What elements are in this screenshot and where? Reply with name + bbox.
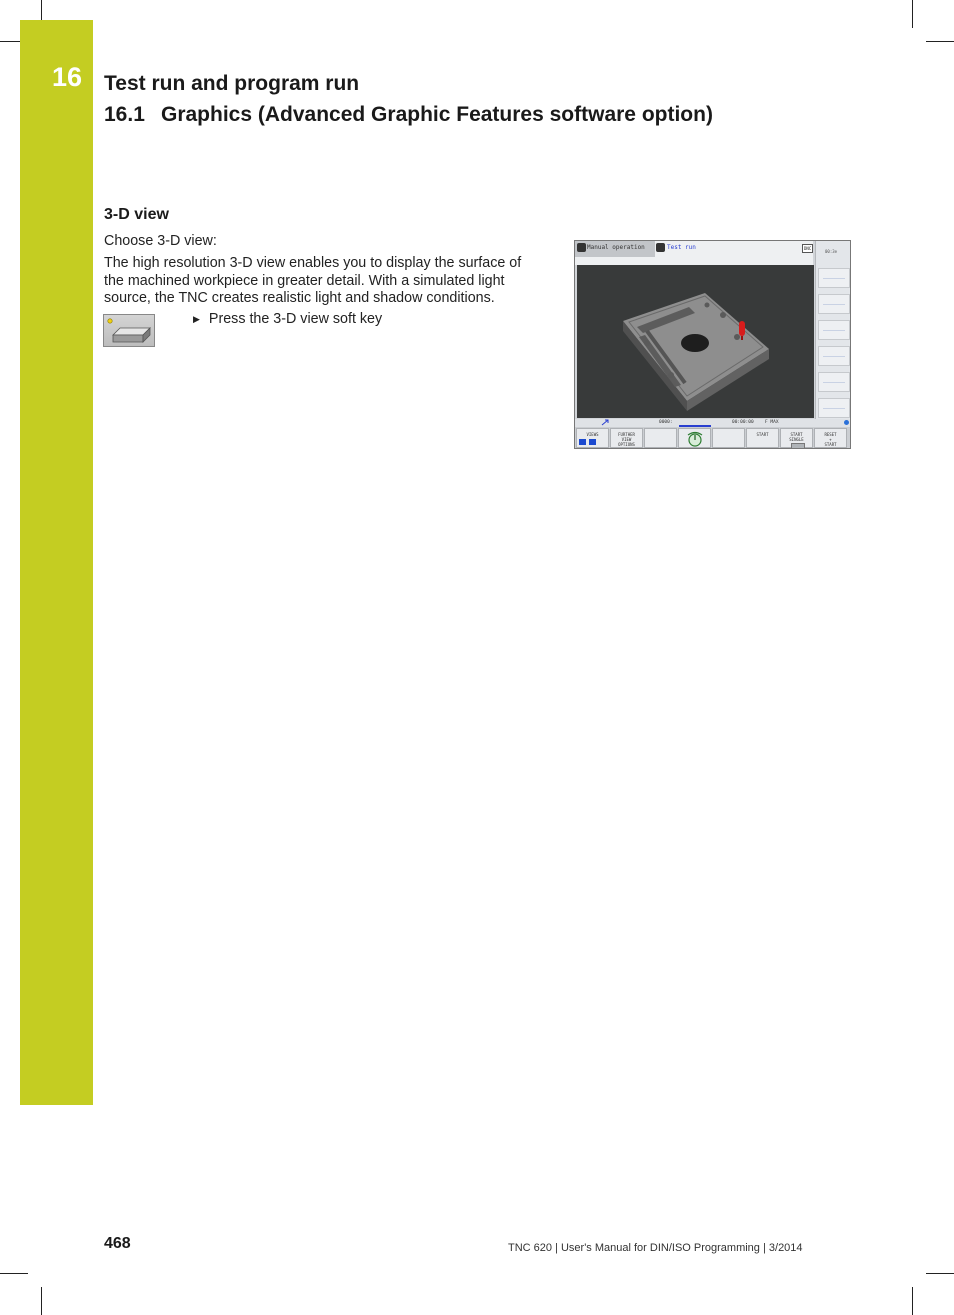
vertical-softkey-bar bbox=[815, 241, 851, 421]
graphics-viewport bbox=[577, 265, 814, 418]
softkey-row bbox=[575, 427, 851, 449]
subsection-title: 3-D view bbox=[104, 206, 169, 223]
vertical-softkey[interactable] bbox=[818, 294, 850, 314]
vertical-softkey[interactable] bbox=[818, 372, 850, 392]
softkey-views[interactable]: VIEWS bbox=[576, 428, 609, 448]
crop-mark bbox=[926, 1273, 954, 1274]
dnc-badge: DNC bbox=[804, 246, 812, 251]
tnc-screenshot bbox=[574, 240, 851, 449]
vertical-softkey[interactable] bbox=[818, 346, 850, 366]
vertical-softkey[interactable] bbox=[818, 320, 850, 340]
chapter-number: 16 bbox=[52, 62, 83, 92]
softkey-reset-start[interactable]: RESET + START bbox=[814, 428, 847, 448]
workpiece-3d-view bbox=[577, 265, 814, 418]
crop-mark bbox=[912, 0, 913, 28]
mode-label-test-run: Test run bbox=[667, 244, 696, 251]
status-program-length: 0000: bbox=[659, 420, 673, 425]
mode-label-manual: Manual operation bbox=[587, 244, 645, 251]
page-number: 468 bbox=[104, 1235, 131, 1252]
vertical-softkey[interactable] bbox=[818, 268, 850, 288]
crop-mark bbox=[41, 1287, 42, 1315]
test-run-icon bbox=[656, 243, 665, 252]
manual-mode-icon bbox=[577, 243, 586, 252]
info-icon bbox=[844, 420, 849, 425]
description-line: source, the TNC creates realistic light and shadow conditions. bbox=[104, 290, 495, 306]
status-feed: F MAX bbox=[765, 420, 779, 425]
feed-arrow-icon bbox=[601, 419, 609, 426]
crop-mark bbox=[0, 1273, 28, 1274]
softkey-empty[interactable] bbox=[712, 428, 745, 448]
mode-header bbox=[575, 241, 813, 265]
chapter-title: Test run and program run bbox=[104, 72, 360, 95]
softkey-further-view-options[interactable]: FURTHER VIEW OPTIONS bbox=[610, 428, 643, 448]
intro-text: Choose 3-D view: bbox=[104, 233, 217, 249]
step-instruction bbox=[193, 311, 382, 327]
view-cube-icon bbox=[579, 439, 586, 445]
3d-box-icon bbox=[104, 315, 156, 348]
crop-mark bbox=[912, 1287, 913, 1315]
description-line: The high resolution 3-D view enables you to display the surface of bbox=[104, 255, 522, 271]
footer-document: TNC 620 | User's Manual for DIN/ISO Programming | 3/2014 bbox=[508, 1242, 803, 1254]
section-title bbox=[104, 103, 713, 127]
center-bore bbox=[681, 334, 709, 352]
section-name: Graphics (Advanced Graphic Features software option) bbox=[161, 103, 713, 126]
softkey-start[interactable]: START bbox=[746, 428, 779, 448]
section-number: 16.1 bbox=[104, 103, 145, 126]
softkey-empty[interactable] bbox=[644, 428, 677, 448]
vertical-softkey[interactable] bbox=[818, 398, 850, 418]
toggle-indicator bbox=[791, 443, 805, 449]
tool-icon bbox=[739, 321, 745, 336]
crop-mark bbox=[41, 0, 42, 20]
softkey-start-single[interactable]: START SINGLE bbox=[780, 428, 813, 448]
softkey-speed[interactable] bbox=[678, 428, 711, 448]
chapter-sidebar bbox=[20, 20, 93, 1105]
step-text: Press the 3-D view soft key bbox=[208, 311, 383, 327]
speed-dial-icon bbox=[685, 431, 705, 447]
arrow-right-icon: ▶ bbox=[193, 314, 200, 324]
crop-mark bbox=[0, 41, 20, 42]
right-top-label: 00:3e bbox=[825, 249, 838, 254]
status-strip bbox=[575, 419, 851, 427]
status-time: 00:00:00 bbox=[732, 420, 754, 425]
description-line: the machined workpiece in greater detail. With a simulated light bbox=[104, 272, 505, 289]
crop-mark bbox=[926, 41, 954, 42]
view-cube-icon bbox=[589, 439, 596, 445]
3d-view-softkey-icon bbox=[103, 314, 155, 347]
